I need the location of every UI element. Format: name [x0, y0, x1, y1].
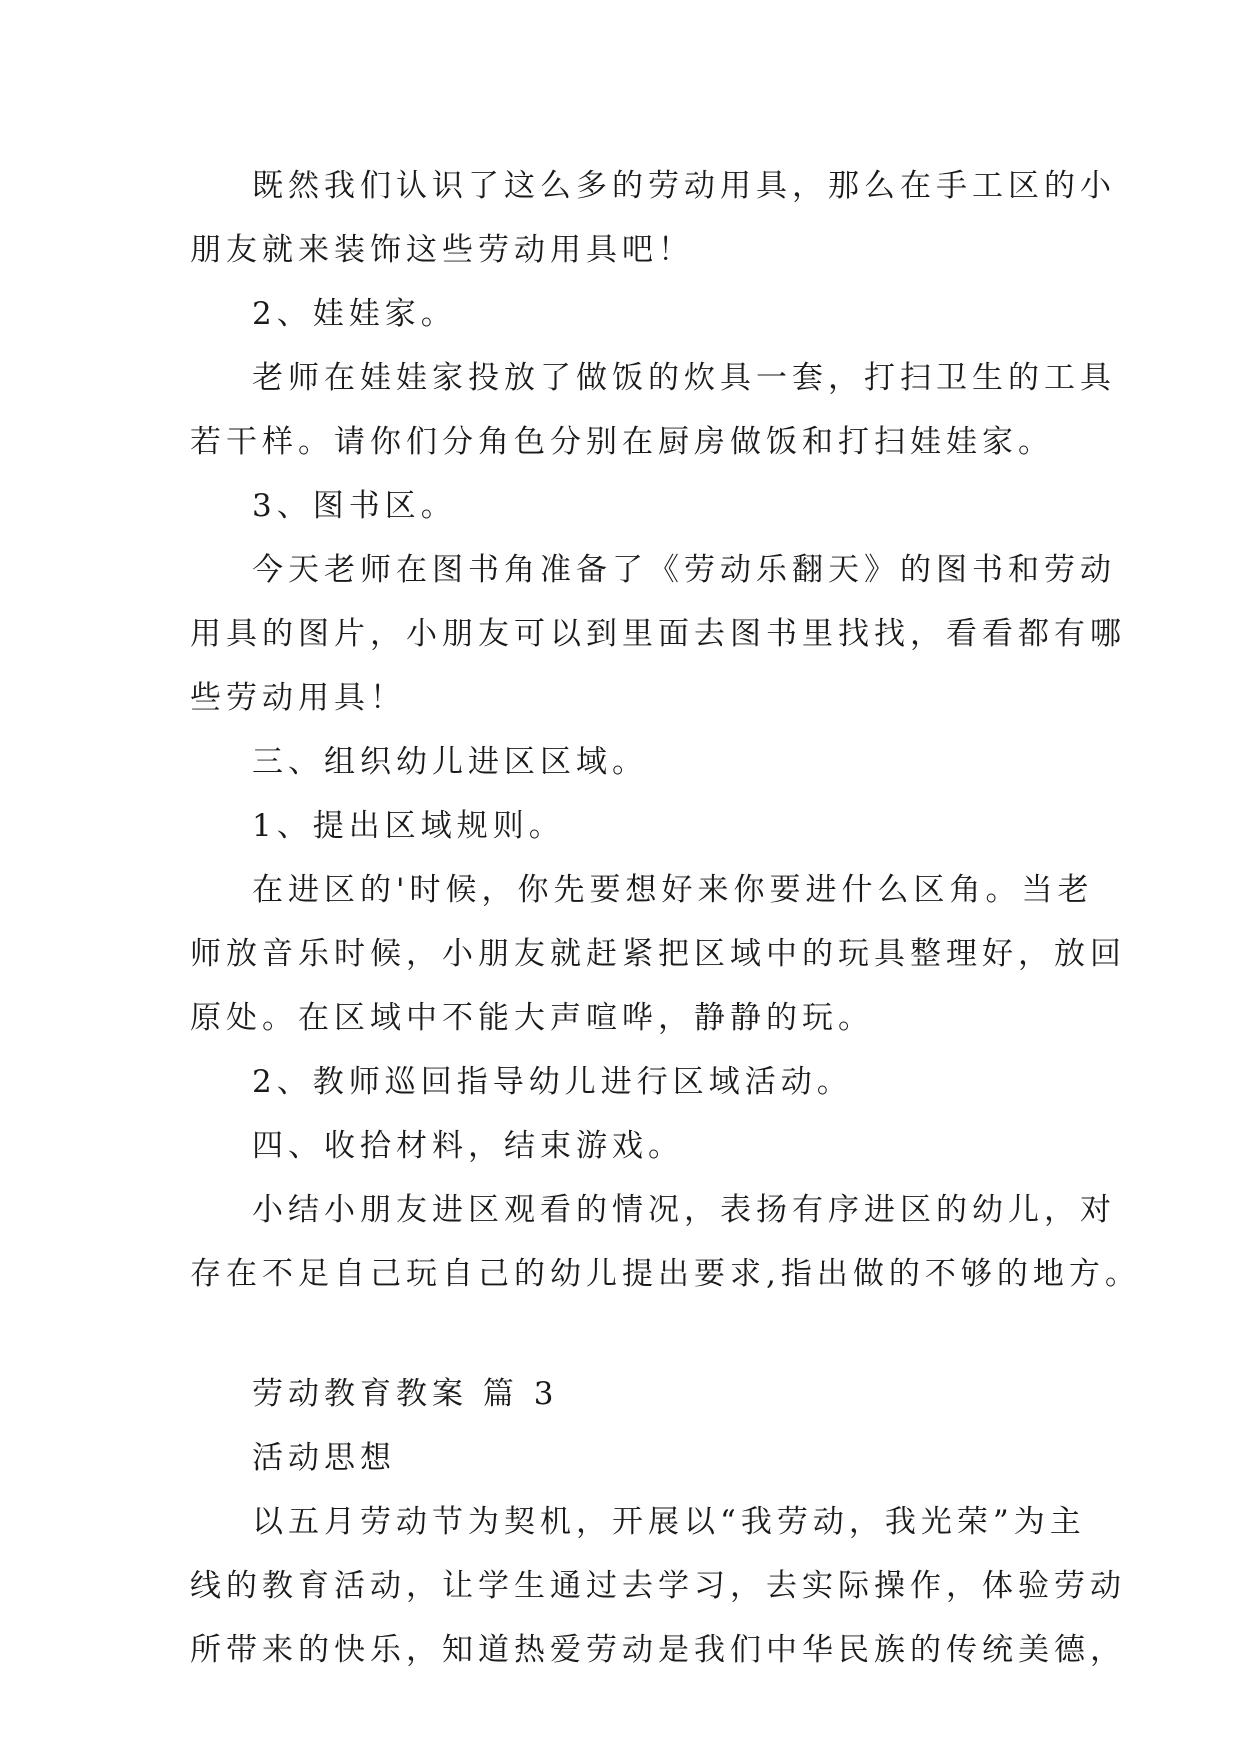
text-line: 用具的图片，小朋友可以到里面去图书里找找，看看都有哪	[190, 616, 1126, 652]
text-line: 既然我们认识了这么多的劳动用具，那么在手工区的小	[252, 168, 1116, 204]
paragraph	[190, 1490, 1126, 1682]
section-heading	[190, 282, 1070, 346]
paragraph	[190, 858, 1126, 1050]
text-line: 些劳动用具！	[190, 680, 406, 716]
text-line: 在进区的'时候，你先要想好来你要进什么区角。当老	[252, 872, 1094, 908]
text-line: 2、娃娃家。	[252, 296, 457, 332]
text-line: 以五月劳动节为契机，开展以“我劳动，我光荣”为主	[252, 1504, 1086, 1540]
text-line: 3、图书区。	[252, 488, 457, 524]
section-heading	[190, 1050, 1070, 1114]
text-line: 四、收拾材料，结束游戏。	[252, 1128, 684, 1164]
text-line: 原处。在区域中不能大声喧哗，静静的玩。	[190, 1000, 874, 1036]
section-heading	[190, 474, 1070, 538]
text-line: 今天老师在图书角准备了《劳动乐翻天》的图书和劳动	[252, 552, 1116, 588]
paragraph	[190, 346, 1116, 474]
section-heading	[190, 794, 1070, 858]
section-heading	[190, 1426, 1070, 1490]
text-line: 活动思想	[252, 1440, 396, 1476]
section-heading	[190, 730, 1070, 794]
text-line: 三、组织幼儿进区区域。	[252, 744, 648, 780]
text-line: 师放音乐时候，小朋友就赶紧把区域中的玩具整理好，放回	[190, 936, 1126, 972]
text-line: 老师在娃娃家投放了做饭的炊具一套，打扫卫生的工具	[252, 360, 1116, 396]
text-line: 线的教育活动，让学生通过去学习，去实际操作，体验劳动	[190, 1568, 1126, 1604]
paragraph	[190, 154, 1116, 282]
text-line: 1、提出区域规则。	[252, 808, 565, 844]
paragraph	[190, 1178, 1141, 1306]
text-line: 朋友就来装饰这些劳动用具吧！	[190, 232, 694, 268]
article-title	[190, 1362, 1070, 1426]
text-line: 劳动教育教案 篇 3	[252, 1376, 559, 1412]
text-line: 若干样。请你们分角色分别在厨房做饭和打扫娃娃家。	[190, 424, 1054, 460]
paragraph	[190, 538, 1126, 730]
text-line: 存在不足自己玩自己的幼儿提出要求,指出做的不够的地方。	[190, 1256, 1141, 1292]
text-line: 所带来的快乐，知道热爱劳动是我们中华民族的传统美德，	[190, 1632, 1126, 1668]
text-line: 小结小朋友进区观看的情况，表扬有序进区的幼儿，对	[252, 1192, 1116, 1228]
text-line: 2、教师巡回指导幼儿进行区域活动。	[252, 1064, 853, 1100]
section-heading	[190, 1114, 1070, 1178]
